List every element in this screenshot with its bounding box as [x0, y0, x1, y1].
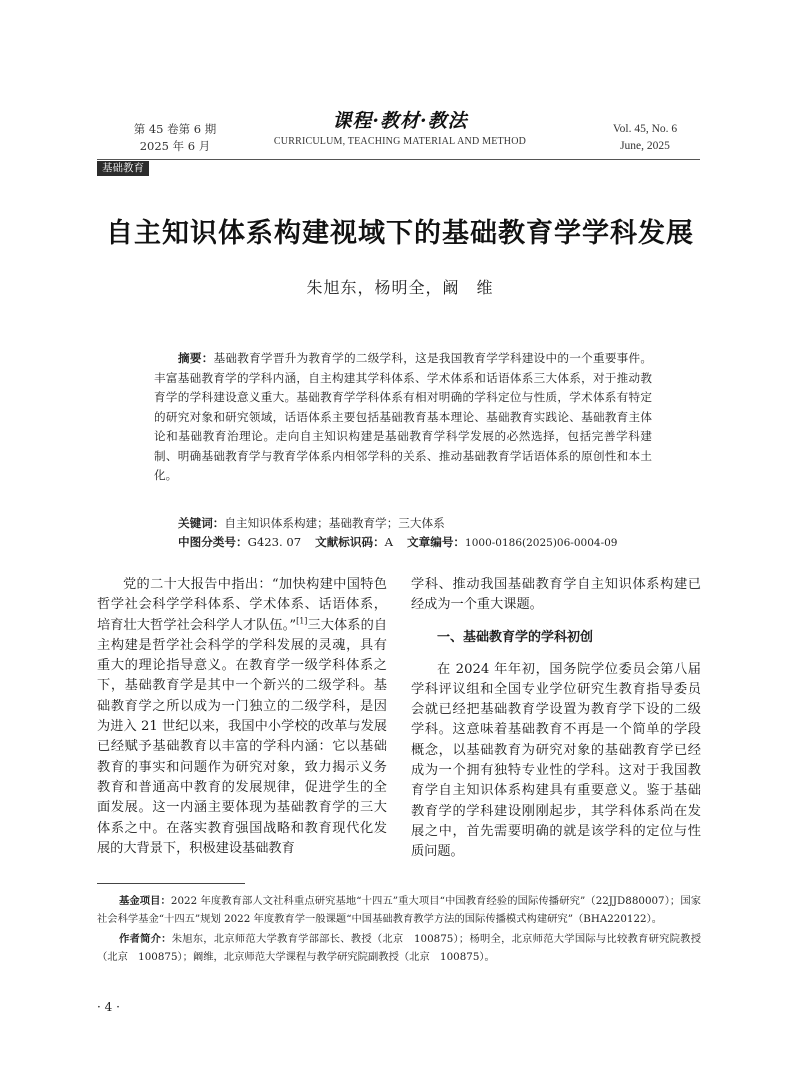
- doc-code-value: A: [384, 535, 394, 549]
- doc-code-label: 文献标识码：: [315, 535, 385, 549]
- fund-text: 2022 年度教育部人文社科重点研究基地“十四五”重大项目“中国教育经验的国际传播研究”（22JJD880007）；国家社会科学基金“十四五”规划 2022 年度教育学一般课题“中国基础教育教学方法的国际传播模式构建研究”（BHA220122）。: [97, 895, 701, 925]
- body-paragraph: 学科、推动我国基础教育学自主知识体系构建已经成为一个重大课题。: [411, 577, 701, 613]
- date-en: June, 2025: [620, 140, 670, 152]
- body-paragraph: 在 2024 年年初，国务院学位委员会第八届学科评议组和全国专业学位研究生教育指导委员会就已经把基础教育学设置为教育学下设的二级学科。这意味着基础教育不再是一个简单的学段概念，以基础教育为研究对象的基础教育学已经成为一个拥有独特专业性的学科。这对于我国教育学自主知识体系构建具有重要意义。鉴于基础教育学的学科建设刚刚起步，其学科体系尚在发展之中，首先需要明确的就是该学科的定位与性质问题。: [411, 661, 701, 860]
- body-column-left: [97, 575, 387, 859]
- keywords-label: 关键词：: [178, 516, 225, 530]
- volume-issue-cn: 第 45 卷第 6 期: [133, 122, 217, 136]
- volume-issue-en: Vol. 45, No. 6: [612, 123, 678, 135]
- abstract-text: 基础教育学晋升为教育学的二级学科，这是我国教育学学科建设中的一个重要事件。丰富基础教育学的学科内涵，自主构建其学科体系、学术体系和话语体系三大体系，对于推动教育学的学科建设意义重大。基础教育学学科体系有相对明确的学科定位与性质，学术体系有特定的研究对象和研究领域，话语体系主要包括基础教育基本理论、基础教育实践论、基础教育主体论和基础教育治理论。走向自主知识构建是基础教育学科学发展的必然选择，包括完善学科建制、明确基础教育学与教育学体系内相邻学科的关系、推动基础教育学话语体系的原创性和本土化。: [154, 351, 652, 482]
- keywords-text: 自主知识体系构建；基础教育学；三大体系: [224, 516, 445, 530]
- section-heading: 一、基础教育学的学科初创: [437, 629, 594, 645]
- fund-label: 基金项目：: [119, 895, 171, 907]
- journal-name-cn: 课程·教材·教法: [332, 110, 468, 132]
- abstract: [154, 349, 652, 486]
- footnote-rule: [97, 883, 245, 884]
- paragraph-text: 三大体系的自主构建是哲学社会科学的学科发展的灵魂，具有重大的理论指导意义。在教育学一级学科体系之下，基础教育学是其中一个新兴的二级学科。基础教育学之所以成为一门独立的二级学科，是因为进入 21 世纪以来，我国中小学校的改革与发展已经赋予基础教育以丰富的学科内涵：它以基础教育的事实和问题作为研究对象，致力揭示义务教育和普通高中教育的发展规律，促进学生的全面发展。这一内涵主要体现为基础教育学的三大体系之中。在落实教育强国战略和教育现代化发展的大背景下，积极建设基础教育: [97, 617, 388, 856]
- page-number: · 4 ·: [97, 1000, 120, 1014]
- journal-issue-en: [575, 121, 715, 155]
- article-number-value: 1000-0186(2025)06-0004-09: [465, 537, 618, 549]
- journal-name-en: CURRICULUM, TEACHING MATERIAL AND METHOD: [273, 136, 527, 147]
- classification-line: [178, 533, 658, 553]
- author-label: 作者简介：: [119, 933, 172, 945]
- fund-note: [97, 893, 701, 928]
- section-tag: 基础教育: [97, 161, 149, 176]
- author-text: 朱旭东，北京师范大学教育学部部长、教授（北京 100875）；杨明全，北京师范大学国际与比较教育研究院教授（北京 100875）；阚维，北京师范大学课程与教学研究院副教授（北京 100875）。: [97, 933, 702, 963]
- journal-masthead: [250, 110, 550, 147]
- citation-ref: [1]: [296, 616, 308, 626]
- clc-value: G423. 07: [247, 535, 302, 549]
- abstract-label: 摘要：: [178, 351, 214, 365]
- footnotes: [97, 893, 701, 969]
- body-column-right: [411, 575, 701, 863]
- article-authors: 朱旭东，杨明全，阚 维: [306, 278, 494, 297]
- article-number-label: 文章编号：: [407, 535, 466, 549]
- body-paragraph: [97, 575, 387, 859]
- keywords: [178, 514, 658, 533]
- date-cn: 2025 年 6 月: [139, 139, 211, 153]
- header-rule: [97, 159, 700, 160]
- paragraph-text: 党的二十大报告中指出：“加快构建中国特色哲学社会科学学科体系、学术体系、话语体系，培育壮大哲学社会科学人才队伍。”: [97, 577, 387, 633]
- article-title: 自主知识体系构建视域下的基础教育学学科发展: [106, 218, 694, 249]
- author-note: [97, 931, 701, 966]
- clc-label: 中图分类号：: [178, 535, 248, 549]
- journal-issue-cn: [120, 121, 230, 155]
